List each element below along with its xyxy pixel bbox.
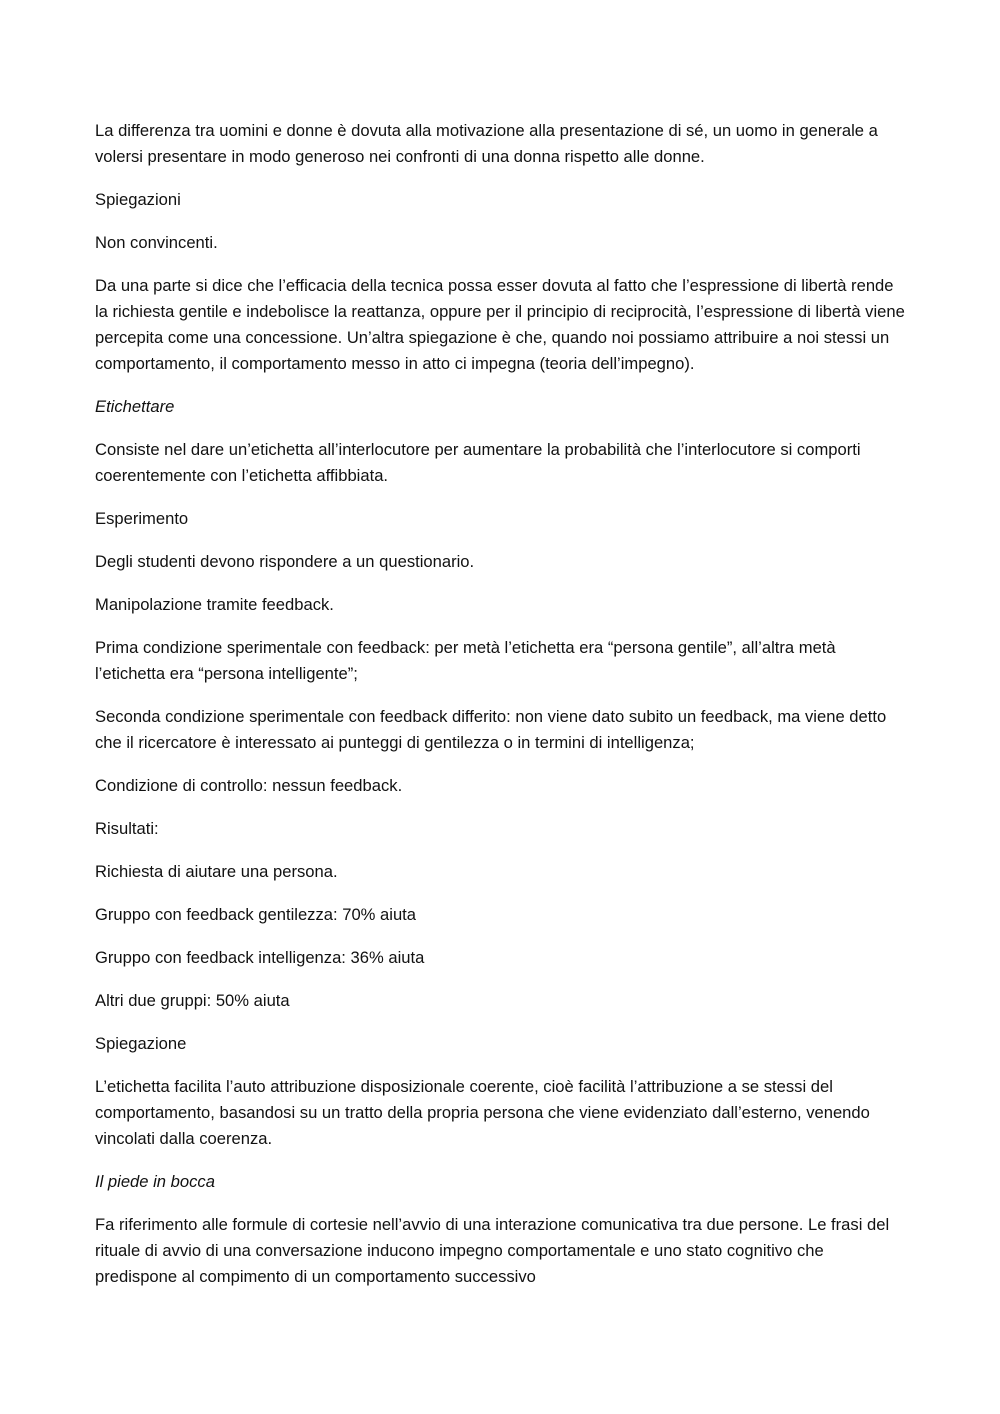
paragraph-explanations: Da una parte si dice che l’efficacia della tecnica possa esser dovuta al fatto che l’espressione di libertà rende la richiesta gentile e indebolisce la reattanza, oppure per il principio di reciprocità, l’espressione di libertà viene percepita come una concessione. Un’altra spiegazione è che, quando noi possiamo attribuire a noi stessi un comportamento, il comportamento messo in atto ci impegna (teoria dell’impegno).: [95, 276, 905, 373]
paragraph-non-convincenti: Non convincenti.: [95, 233, 218, 252]
label-esperimento: Esperimento: [95, 509, 189, 528]
label-spiegazione: Spiegazione: [95, 1034, 187, 1053]
paragraph-second-condition: Seconda condizione sperimentale con feedback differito: non viene dato subito un feedback, ma viene detto che il ricercatore è interessato ai punteggi di gentilezza o in termini di intelligenza;: [95, 707, 887, 752]
paragraph-label-explanation: L’etichetta facilita l’auto attribuzione disposizionale coerente, cioè facilità l’attribuzione a se stessi del comportamento, basandosi su un tratto della propria persona che viene evidenziato dall’esterno, venendo vincolati dalla coerenza.: [95, 1077, 870, 1148]
result-other-groups: Altri due gruppi: 50% aiuta: [95, 991, 290, 1010]
document-body: [95, 118, 905, 1307]
label-risultati: Risultati:: [95, 819, 159, 838]
paragraph-gender-difference: La differenza tra uomini e donne è dovuta alla motivazione alla presentazione di sé, un uomo in generale a volersi presentare in modo generoso nei confronti di una donna rispetto alle donne.: [95, 121, 878, 166]
label-spiegazioni: Spiegazioni: [95, 190, 181, 209]
paragraph-foot-in-mouth: Fa riferimento alle formule di cortesie nell’avvio di una interazione comunicativa tra due persone. Le frasi del rituale di avvio di una conversazione inducono impegno comportamentale e uno stato cognitivo che predispone al compimento di un comportamento successivo: [95, 1215, 890, 1286]
section-heading-etichettare: Etichettare: [95, 397, 175, 416]
paragraph-first-condition: Prima condizione sperimentale con feedback: per metà l’etichetta era “persona gentile”, all’altra metà l’etichetta era “persona intelligente”;: [95, 638, 836, 683]
paragraph-labeling-definition: Consiste nel dare un’etichetta all’interlocutore per aumentare la probabilità che l’interlocutore si comporti coerentemente con l’etichetta affibbiata.: [95, 440, 861, 485]
result-kindness-group: Gruppo con feedback gentilezza: 70% aiuta: [95, 905, 417, 924]
section-heading-piede-in-bocca: Il piede in bocca: [95, 1172, 215, 1191]
result-intelligence-group: Gruppo con feedback intelligenza: 36% aiuta: [95, 948, 425, 967]
paragraph-help-request: Richiesta di aiutare una persona.: [95, 862, 338, 881]
paragraph-control-condition: Condizione di controllo: nessun feedback.: [95, 776, 403, 795]
paragraph-questionnaire: Degli studenti devono rispondere a un questionario.: [95, 552, 475, 571]
paragraph-manipulation: Manipolazione tramite feedback.: [95, 595, 334, 614]
